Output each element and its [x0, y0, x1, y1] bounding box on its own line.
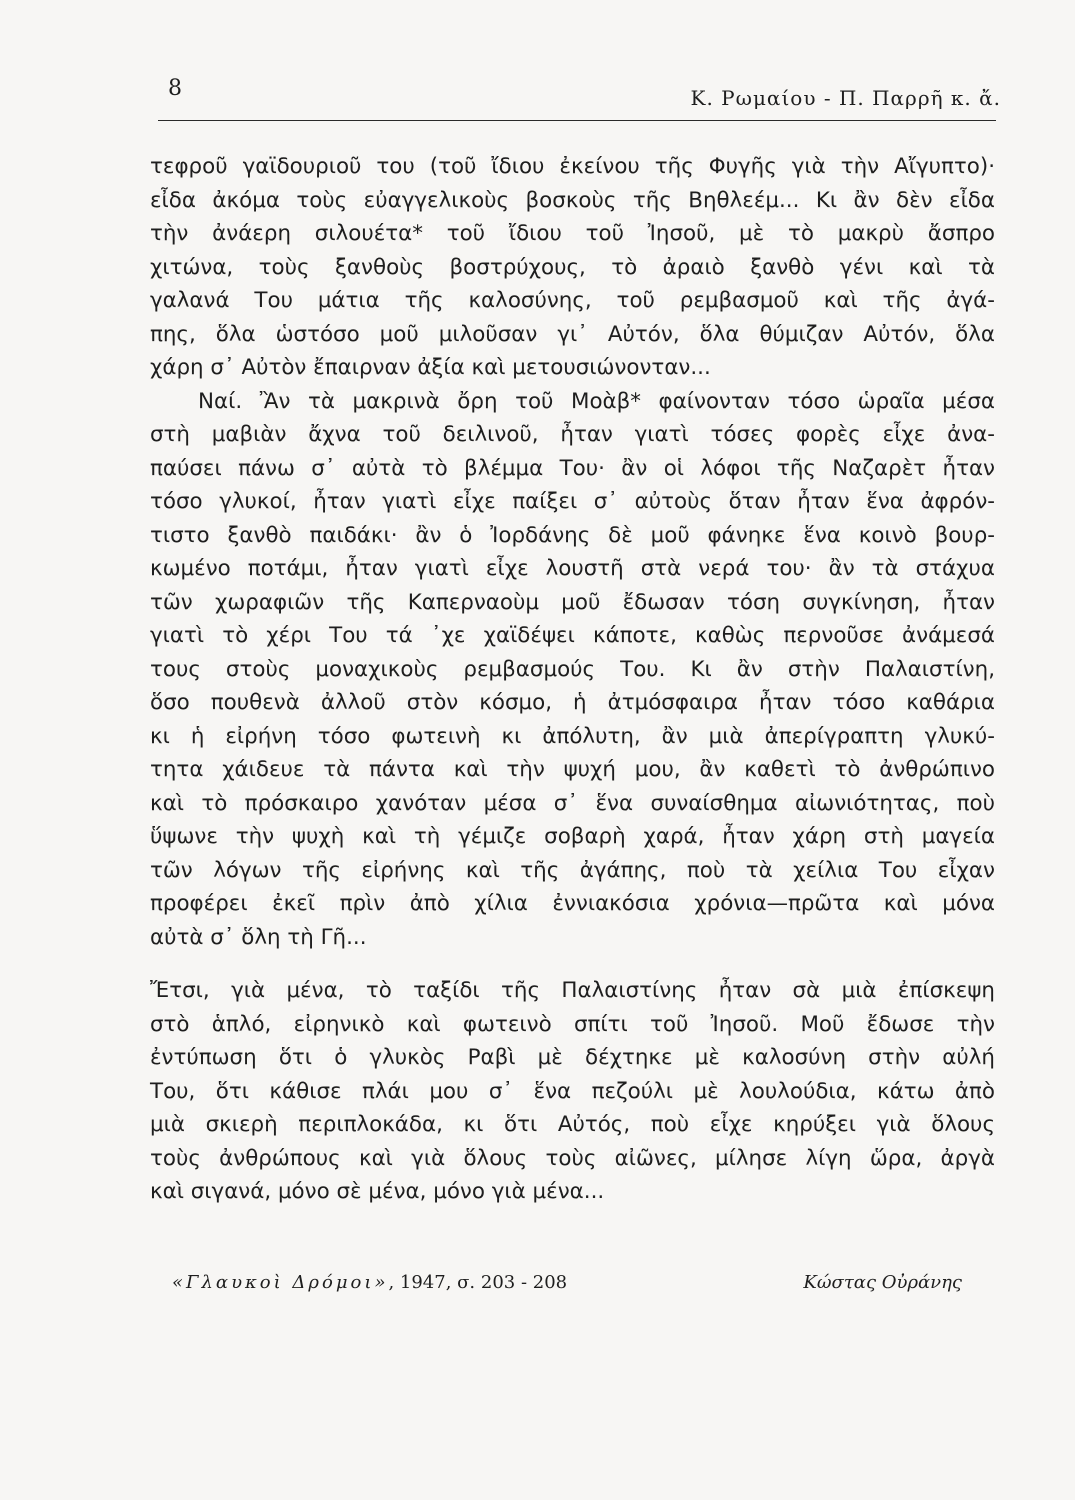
- author-name: Κώστας Οὐράνης: [803, 1272, 962, 1293]
- text-line: Ναί. Ἂν τὰ μακρινὰ ὄρη τοῦ Μοὰβ* φαίνονταν τόσο ὡραῖα μέσα: [198, 388, 995, 414]
- text-line: τητα χάιδευε τὰ πάντα καὶ τὴν ψυχή μου, ἂν καθετὶ τὸ ἀνθρώπινο: [150, 757, 995, 782]
- text-line: γαλανά Του μάτια τῆς καλοσύνης, τοῦ ρεμβασμοῦ καὶ τῆς ἀγά-: [150, 288, 995, 313]
- source-title: «Γλαυκοὶ Δρόμοι»: [172, 1272, 389, 1293]
- text-line: εἶδα ἀκόμα τοὺς εὐαγγελικοὺς βοσκοὺς τῆς Βηθλεέμ... Κι ἂν δὲν εἶδα: [150, 187, 995, 213]
- text-line: πης, ὅλα ὡστόσο μοῦ μιλοῦσαν γι᾿ Αὐτόν, ὅλα θύμιζαν Αὐτόν, ὅλα: [150, 321, 995, 347]
- text-line: τεφροῦ γαϊδουριοῦ του (τοῦ ἴδιου ἐκείνου τῆς Φυγῆς γιὰ τὴν Αἴγυπτο)·: [150, 154, 995, 179]
- text-line: Του, ὅτι κάθισε πλάι μου σ᾿ ἕνα πεζούλι μὲ λουλούδια, κάτω ἀπὸ: [150, 1078, 995, 1104]
- paragraph-gap: [150, 954, 995, 974]
- text-line: χιτώνα, τοὺς ξανθοὺς βοστρύχους, τὸ ἀραιὸ ξανθὸ γένι καὶ τὰ: [150, 254, 995, 280]
- paragraph-3: [150, 974, 995, 1209]
- text-line: τὴν ἀνάερη σιλουέτα* τοῦ ἴδιου τοῦ Ἰησοῦ, μὲ τὸ μακρὺ ἄσπρο: [150, 221, 995, 246]
- source-citation: [172, 1272, 567, 1293]
- text-line: αὐτὰ σ᾿ ὅλη τὴ Γῆ...: [150, 924, 367, 950]
- source-details: , 1947, σ. 203 - 208: [388, 1272, 568, 1293]
- text-line: χάρη σ᾿ Αὐτὸν ἔπαιρναν ἀξία καὶ μετουσιώνονταν...: [150, 355, 711, 380]
- text-line: ὅσο πουθενὰ ἀλλοῦ στὸν κόσμο, ἡ ἀτμόσφαιρα ἦταν τόσο καθάρια: [150, 690, 995, 715]
- text-line: κωμένο ποτάμι, ἦταν γιατὶ εἶχε λουστῆ στὰ νερά του· ἂν τὰ στάχυα: [150, 556, 995, 581]
- text-line: στὸ ἁπλό, εἰρηνικὸ καὶ φωτεινὸ σπίτι τοῦ Ἰησοῦ. Μοῦ ἔδωσε τὴν: [150, 1011, 995, 1037]
- paragraph-2: [150, 385, 995, 955]
- text-line: κι ἡ εἰρήνη τόσο φωτεινὴ κι ἀπόλυτη, ἂν μιὰ ἀπερίγραπτη γλυκύ-: [150, 723, 995, 749]
- text-line: παύσει πάνω σ᾿ αὐτὰ τὸ βλέμμα Του· ἂν οἱ λόφοι τῆς Ναζαρὲτ ἦταν: [150, 455, 995, 481]
- text-line: γιατὶ τὸ χέρι Του τά ᾿χε χαϊδέψει κάποτε, καθὼς περνοῦσε ἀνάμεσά: [150, 623, 995, 648]
- text-line: τῶν λόγων τῆς εἰρήνης καὶ τῆς ἀγάπης, ποὺ τὰ χείλια Του εἶχαν: [150, 857, 995, 883]
- text-line: προφέρει ἐκεῖ πρὶν ἀπὸ χίλια ἐννιακόσια χρόνια—πρῶτα καὶ μόνα: [150, 891, 995, 916]
- text-line: μιὰ σκιερὴ περιπλοκάδα, κι ὅτι Αὐτός, ποὺ εἶχε κηρύξει γιὰ ὅλους: [150, 1112, 995, 1137]
- text-line: ὕψωνε τὴν ψυχὴ καὶ τὴ γέμιζε σοβαρὴ χαρά, ἦταν χάρη στὴ μαγεία: [150, 824, 995, 849]
- text-line: τοὺς ἀνθρώπους καὶ γιὰ ὅλους τοὺς αἰῶνες, μίλησε λίγη ὥρα, ἀργὰ: [150, 1145, 995, 1171]
- page-number: 8: [168, 76, 182, 101]
- text-line: καὶ τὸ πρόσκαιρο χανόταν μέσα σ᾿ ἕνα συναίσθημα αἰωνιότητας, ποὺ: [150, 790, 995, 816]
- paragraph-1: [150, 150, 995, 385]
- text-line: Ἔτσι, γιὰ μένα, τὸ ταξίδι τῆς Παλαιστίνης ἦταν σὰ μιὰ ἐπίσκεψη: [150, 978, 995, 1003]
- text-line: καὶ σιγανά, μόνο σὲ μένα, μόνο γιὰ μένα...: [150, 1179, 605, 1204]
- text-line: τόσο γλυκοί, ἦταν γιατὶ εἶχε παίξει σ᾿ αὐτοὺς ὅταν ἦταν ἕνα ἀφρόν-: [150, 489, 995, 514]
- body-text: [150, 150, 995, 1209]
- text-line: ἐντύπωση ὅτι ὁ γλυκὸς Ραβὶ μὲ δέχτηκε μὲ καλοσύνη στὴν αὐλή: [150, 1045, 995, 1070]
- text-line: τους στοὺς μοναχικοὺς ρεμβασμούς Του. Κι ἂν στὴν Παλαιστίνη,: [150, 656, 995, 682]
- text-line: στὴ μαβιὰν ἄχνα τοῦ δειλινοῦ, ἦταν γιατὶ τόσες φορὲς εἶχε ἀνα-: [150, 422, 995, 447]
- text-line: τῶν χωραφιῶν τῆς Καπερναοὺμ μοῦ ἔδωσαν τόση συγκίνηση, ἦταν: [150, 589, 995, 615]
- running-head: Κ. Ρωμαίου - Π. Παρρῆ κ. ἄ.: [690, 86, 1001, 110]
- text-line: τιστο ξανθὸ παιδάκι· ἂν ὁ Ἰορδάνης δὲ μοῦ φάνηκε ἕνα κοινὸ βουρ-: [150, 522, 995, 548]
- header-rule: [158, 120, 996, 121]
